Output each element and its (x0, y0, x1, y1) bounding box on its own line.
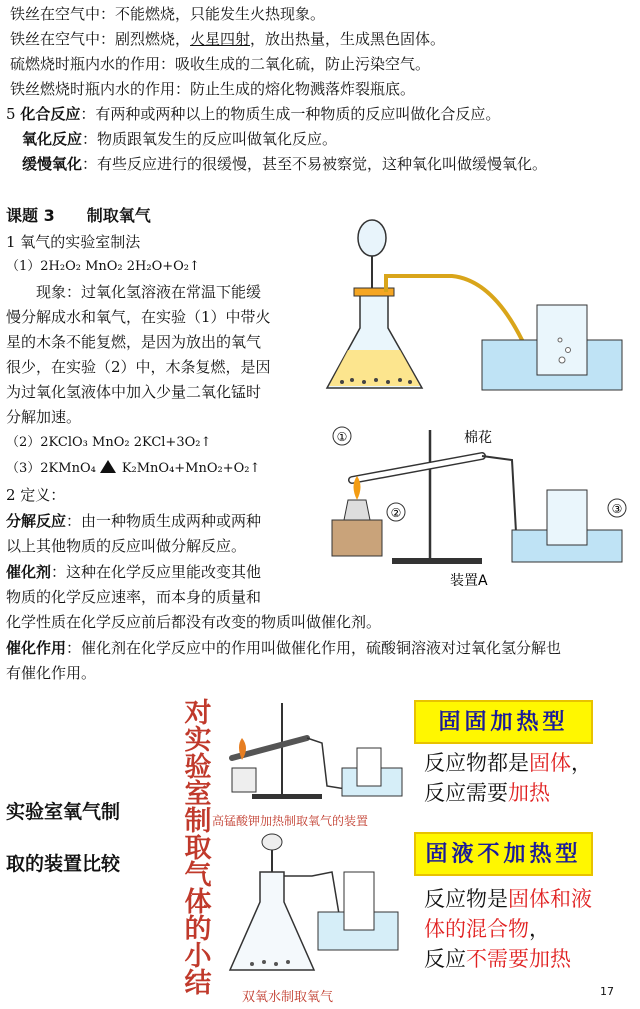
apparatus-a-figure (312, 420, 632, 595)
term: 化合反应 (20, 105, 81, 123)
definition-line (6, 562, 261, 582)
desc-highlight: 不需要加热 (466, 947, 571, 971)
equation-product: K₂MnO₄+MnO₂+O₂↑ (121, 461, 261, 476)
caption-hydrogen-peroxide: 双氧水制取氧气 (242, 990, 334, 1005)
tag-solid-solid-heating: 固固加热型 (414, 700, 593, 744)
caption-heating: 高锰酸钾加热制取氧气的装置 (212, 814, 369, 828)
description-1-line1 (424, 748, 592, 778)
desc-text: 反应物是 (424, 887, 508, 911)
description-2-line1 (424, 884, 592, 914)
definition: ：物质跟氧发生的反应叫做氧化反应。 (82, 130, 338, 148)
definition: ：由一种物质生成两种或两种 (66, 512, 262, 530)
desc-highlight: 体的混合物 (424, 917, 529, 941)
label-2: ② (390, 506, 402, 520)
paragraph-line: 慢分解成水和氧气，在实验（1）中带火 (6, 308, 271, 326)
term: 催化作用 (6, 639, 67, 657)
flask-summary-figure (222, 832, 412, 982)
definition-line: 有催化作用。 (6, 664, 97, 682)
list-number: 5 (6, 105, 21, 123)
figure-caption: 装置A (450, 573, 488, 589)
definition: ：这种在化学反应里能改变其他 (51, 563, 262, 581)
equation-reactant: （3）2KMnO₄ (6, 461, 96, 476)
text-line: 铁丝燃烧时瓶内水的作用：防止生成的熔化物溅落炸裂瓶底。 (10, 80, 416, 98)
paragraph-line: 现象：过氧化氢溶液在常温下能缓 (6, 283, 262, 301)
underlined-phrase: 火星四射 (190, 30, 251, 48)
label-3: ③ (611, 502, 623, 516)
description-1-line2 (424, 778, 550, 808)
term: 缓慢氧化 (22, 155, 83, 173)
equation (6, 459, 260, 479)
definition-line (22, 129, 337, 149)
term: 氧化反应 (22, 130, 83, 148)
definition-line (6, 511, 261, 531)
desc-text: 反应物都是 (424, 751, 529, 775)
definition-line: 化学性质在化学反应前后都没有改变的物质叫做催化剂。 (6, 613, 382, 631)
desc-text: ， (529, 917, 550, 941)
text-line: 硫燃烧时瓶内水的作用：吸收生成的二氧化硫，防止污染空气。 (10, 55, 431, 73)
section-title: 课题 3 制取氧气 (6, 206, 151, 225)
text-segment: ，放出热量，生成黑色固体。 (250, 30, 446, 48)
page-number: 17 (600, 985, 614, 998)
desc-text: ， (571, 751, 592, 775)
definition: ：有两种或两种以上的物质生成一种物质的反应叫做化合反应。 (80, 105, 501, 123)
paragraph-line: 为过氧化氢液体中加入少量二氧化锰时 (6, 383, 262, 401)
term: 催化剂 (6, 563, 52, 581)
definition-line (6, 104, 500, 124)
text-segment: 铁丝在空气中：剧烈燃烧， (10, 30, 191, 48)
desc-text: 反应需要 (424, 781, 508, 805)
subheading: 1 氧气的实验室制法 (6, 233, 141, 251)
paragraph-line: 星的木条不能复燃，是因为放出的氧气 (6, 333, 262, 351)
desc-text: 反应 (424, 947, 466, 971)
paragraph-line: 分解加速。 (6, 408, 82, 426)
flask-apparatus-figure (312, 210, 632, 410)
desc-highlight: 固体和液 (508, 887, 592, 911)
equation: （2）2KClO₃ MnO₂ 2KCl+3O₂↑ (6, 435, 212, 450)
definition: ：催化剂在化学反应中的作用叫做催化作用，硫酸铜溶液对过氧化氢分解也 (66, 639, 562, 657)
definition-line: 以上其他物质的反应叫做分解反应。 (6, 537, 247, 555)
heat-triangle-icon (100, 460, 116, 473)
description-2-line2 (424, 914, 550, 944)
definition: ：有些反应进行的很缓慢，甚至不易被察觉，这种氧化叫做缓慢氧化。 (82, 155, 548, 173)
summary-title-line2: 取的装置比较 (6, 853, 121, 875)
term: 分解反应 (6, 512, 67, 530)
text-line (10, 29, 445, 49)
definition-line (22, 154, 547, 174)
subheading: 2 定义： (6, 486, 66, 504)
desc-highlight: 加热 (508, 781, 550, 805)
definition-line: 物质的化学反应速率，而本身的质量和 (6, 588, 262, 606)
equation: （1）2H₂O₂ MnO₂ 2H₂O+O₂↑ (6, 259, 200, 274)
definition-line (6, 638, 561, 658)
description-2-line3 (424, 944, 571, 974)
paragraph-line: 很少，在实验（2）中，木条复燃，是因 (6, 358, 271, 376)
heating-apparatus-figure (222, 698, 412, 808)
label-1: ① (336, 430, 348, 444)
cotton-label: 棉花 (464, 430, 492, 446)
tag-solid-liquid-no-heat: 固液不加热型 (414, 832, 593, 876)
desc-highlight: 固体 (529, 751, 571, 775)
text-line: 铁丝在空气中：不能燃烧，只能发生火热现象。 (10, 5, 326, 23)
summary-title-line1: 实验室氧气制 (6, 801, 121, 823)
vertical-summary-heading: 对实验室制取气体的小结 (184, 698, 212, 999)
